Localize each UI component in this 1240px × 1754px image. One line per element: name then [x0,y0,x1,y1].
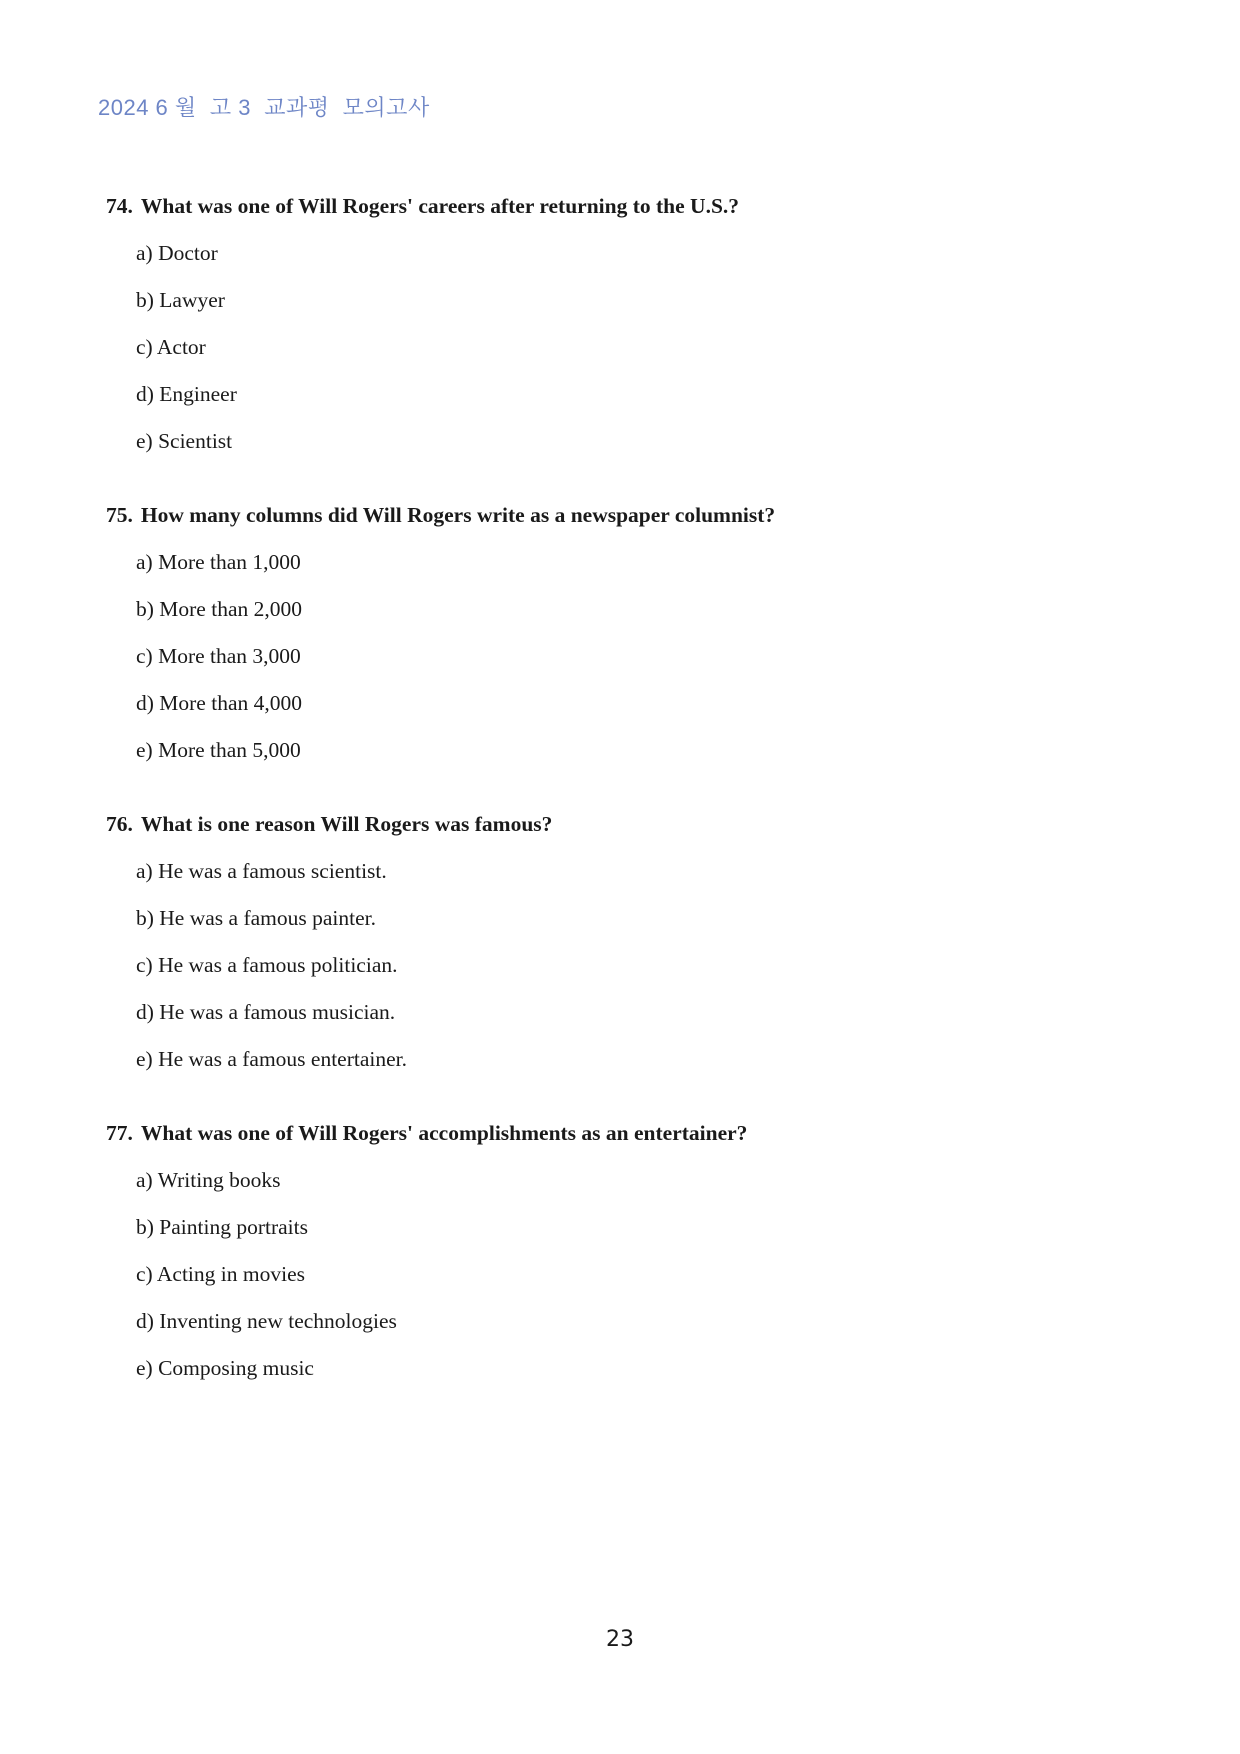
option-item: d) Inventing new technologies [136,1309,397,1333]
option-item: a) He was a famous scientist. [136,859,387,883]
option-item: c) More than 3,000 [136,644,301,668]
question-number: 77. [106,1121,133,1145]
option-item: e) More than 5,000 [136,738,301,762]
option-item: b) He was a famous painter. [136,906,377,930]
option-item: d) More than 4,000 [136,691,302,715]
question-block [0,811,1240,1072]
option-item: a) Writing books [136,1168,281,1192]
question-number: 76. [106,812,133,836]
question-text: What was one of Will Rogers' accomplishments as an entertainer? [140,1121,748,1145]
option-item: a) Doctor [136,241,218,265]
question-title [106,193,1180,219]
question-number: 75. [106,503,133,527]
option-item: b) Lawyer [136,288,225,312]
question-text: What is one reason Will Rogers was famous? [140,812,553,836]
question-text: What was one of Will Rogers' careers after returning to the U.S.? [140,194,740,218]
question-block [0,1120,1240,1381]
option-item: e) Scientist [136,429,233,453]
page-number: 23 [606,1627,634,1652]
question-block [0,193,1240,454]
question-title [106,1120,1180,1146]
option-item: e) Composing music [136,1356,314,1380]
option-item: e) He was a famous entertainer. [136,1047,408,1071]
option-item: d) He was a famous musician. [136,1000,396,1024]
questions-section [0,193,1240,1429]
option-item: d) Engineer [136,382,237,406]
option-item: a) More than 1,000 [136,550,301,574]
option-item: c) Actor [136,335,206,359]
exam-header-title: 2024 6 월 고 3 교과평 모의고사 [98,95,430,120]
question-text: How many columns did Will Rogers write as a newspaper columnist? [140,503,776,527]
option-item: b) Painting portraits [136,1215,308,1239]
option-item: b) More than 2,000 [136,597,302,621]
question-number: 74. [106,194,133,218]
option-item: c) Acting in movies [136,1262,305,1286]
question-block [0,502,1240,763]
question-title [106,811,1180,837]
question-title [106,502,1180,528]
option-item: c) He was a famous politician. [136,953,398,977]
